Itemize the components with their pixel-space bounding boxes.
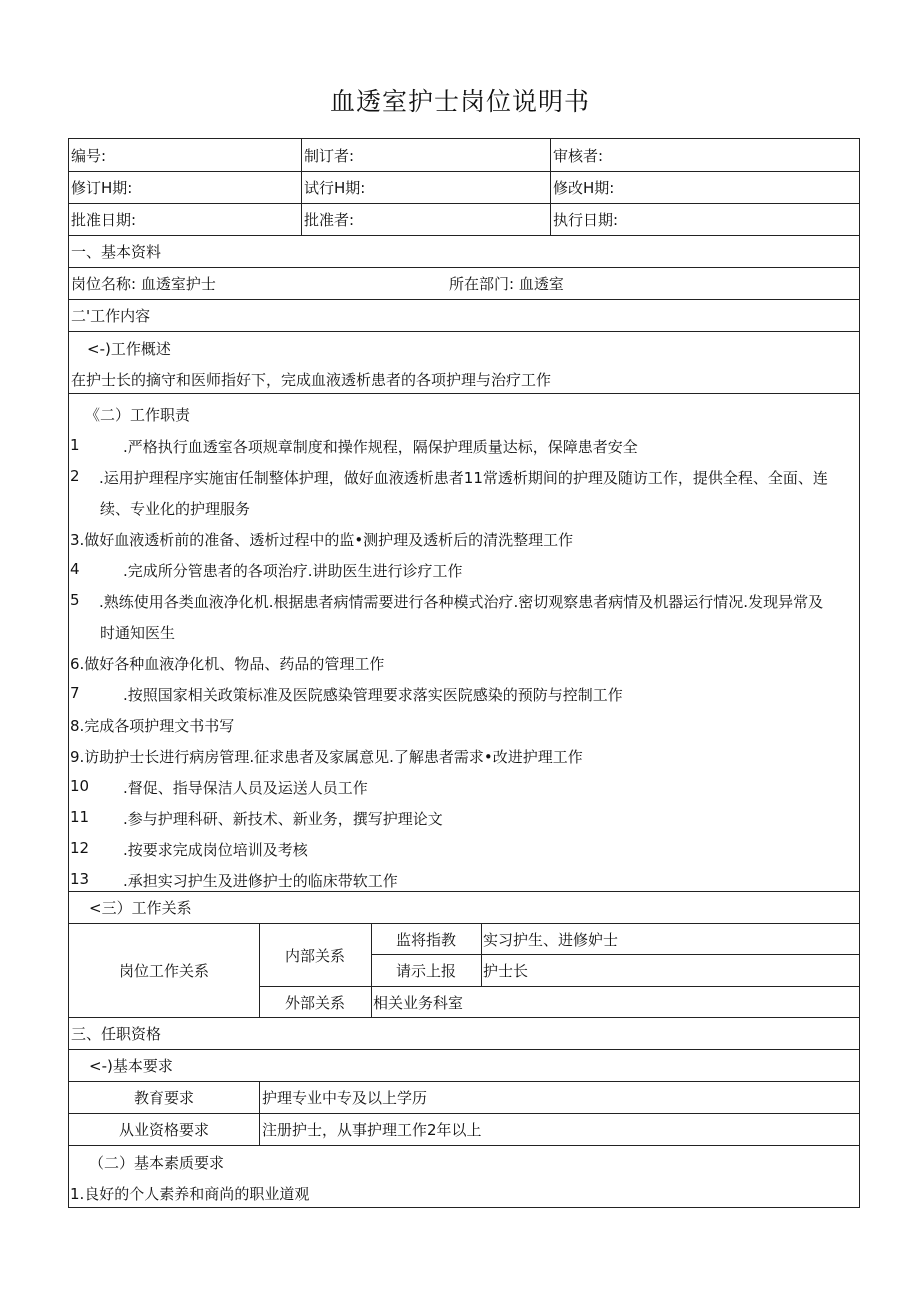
header-row-3 [69, 203, 859, 235]
qualification-row [69, 1113, 859, 1145]
education-label: 教育要求 [133, 1089, 194, 1107]
drafter-field: 制订者: [301, 139, 550, 171]
document-table [68, 138, 860, 1208]
header-row-2 [69, 171, 859, 203]
supervise-label: 监将指教 [395, 930, 456, 949]
basic-requirements-heading: <-)基本要求 [89, 1057, 173, 1075]
duties-heading: 《二）工作职责 [85, 406, 191, 424]
overview-block [69, 331, 859, 393]
modify-date-field: 修改H期: [550, 172, 859, 203]
approver-field: 批准者: [301, 204, 550, 235]
post-row [69, 267, 859, 299]
relations-label: 岗位工作关系 [118, 962, 209, 980]
basic-requirements-row [69, 1049, 859, 1081]
relations-table [69, 923, 859, 1017]
external-relations-label: 外部关系 [284, 994, 345, 1012]
section-heading: 三、任职资格 [71, 1025, 162, 1043]
report-value: 护士长 [483, 962, 529, 980]
quality-heading: （二）基本素质要求 [89, 1154, 225, 1172]
duties-block: 《二）工作职责 1 .严格执行血透室各项规章制度和操作规程，隔保护理质量达标，保障患者安全 2 .运用护理程序实施宙任制整体护理，做好血液透析患者11常透析期间的护理及随访工作，提供全程、全面、连 续、专业化的护理服务 3.做好血液透析前的准备、透析过程中的监•测护理及透析后的清洗整理工作 4 .完成所分管患者的各项治疗.讲助医生进行诊疗工作 5 .熟练使用各类血液净化机.根据患者病情需要进行各种模式治疗.密切观察患者病情及机器运行情况.发现异常及 时通知医生 6.做好各种血液净化机、物品、药品的管理工作 7 .按照国家相关政策标准及医院感染管理要求落实医院感染的预防与控制工作 8.完成各项护理文书书写 9.访助护士长进行病房管理.征求患者及家属意见.了解患者需求•改进护理工作 10 .督促、指导保洁人员及运送人员工作 11 .参与护理科研、新技术、新业务，撰写护理论文 12 .按要求完成岗位培训及考核 13 .承担实习护生及进修护士的临床带软工作 [69, 393, 859, 891]
education-row [69, 1081, 859, 1113]
qualification-value: 注册护士，从事护理工作2年以上 [259, 1114, 859, 1145]
report-label: 请示上报 [395, 962, 456, 980]
reviewer-field: 审核者: [550, 139, 859, 171]
overview-heading: <-)工作概述 [87, 340, 171, 358]
supervise-value: 实习护生、进修妒士 [483, 930, 619, 949]
effective-date-field: 执行日期: [550, 204, 859, 235]
qualification-label: 从业资格要求 [118, 1121, 209, 1139]
page-title: 血透室护士岗位说明书 [329, 87, 590, 116]
post-name: 岗位名称: 血透室护士 [71, 275, 216, 293]
overview-text: 在护士长的摘守和医师指好下，完成血液透析患者的各项护理与治疗工作 [71, 371, 552, 389]
section-work-content [69, 299, 859, 331]
trial-date-field: 试行H期: [301, 172, 550, 203]
relations-heading-row [69, 891, 859, 923]
header-row-1 [69, 139, 859, 171]
quality-block [69, 1145, 859, 1207]
number-field: 编号: [71, 146, 107, 165]
relations-heading: <三）工作关系 [89, 899, 192, 917]
approval-date-field: 批准日期: [71, 211, 137, 229]
section-heading: 一、基本资料 [71, 243, 162, 261]
department: 所在部门: 血透室 [449, 275, 564, 293]
section-qualifications [69, 1017, 859, 1049]
revision-date-field: 修订H期: [71, 179, 133, 197]
external-relations-value: 相关业务科室 [373, 994, 464, 1012]
quality-item: 1.良好的个人素养和商尚的职业道观 [70, 1185, 310, 1203]
education-value: 护理专业中专及以上学历 [259, 1082, 859, 1113]
section-heading: 二'工作内容 [71, 307, 151, 325]
section-basic-info [69, 235, 859, 267]
internal-relations-label: 内部关系 [284, 946, 345, 965]
